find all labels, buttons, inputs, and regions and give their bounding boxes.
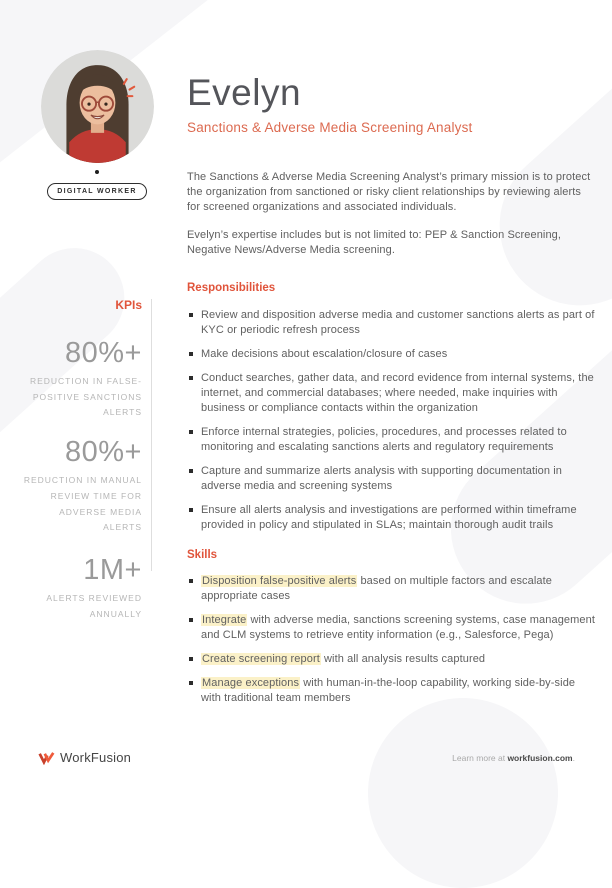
bullet-square-icon (189, 376, 193, 380)
list-item-text (201, 613, 595, 643)
kpi-label: REDUCTION IN MANUAL REVIEW TIME FOR ADVERSE MEDIA ALERTS (23, 475, 142, 533)
skill-text: with all analysis results captured (320, 653, 486, 665)
bullet-square-icon (189, 313, 193, 317)
list-item (187, 347, 595, 362)
bullet-square-icon (189, 352, 193, 356)
header (187, 72, 473, 135)
bullet-square-icon (189, 657, 193, 661)
bullet-square-icon (189, 579, 193, 583)
role-subtitle: Sanctions & Adverse Media Screening Analyst (187, 119, 473, 135)
highlighted-skill: Disposition false-positive alerts (202, 575, 357, 587)
list-item (187, 574, 595, 604)
kpi-value: 1M+ (83, 554, 142, 587)
skill-text: with human-in-the-loop capability, working side-by-side with traditional team members (201, 677, 576, 704)
learn-more-text (452, 753, 575, 763)
vertical-divider (151, 299, 152, 571)
kpi-label: REDUCTION IN FALSE-POSITIVE SANCTIONS ALERTS (29, 376, 142, 418)
intro-paragraph: Evelyn’s expertise includes but is not limited to: PEP & Sanction Screening, Negative News/Adverse Media screening. (187, 229, 562, 256)
digital-worker-badge: DIGITAL WORKER (47, 183, 146, 200)
list-item (187, 676, 595, 706)
list-item-text: Enforce internal strategies, policies, procedures, and processes related to monitoring and escalating sanctions alerts and regulatory requirements (201, 426, 567, 453)
avatar-dot (95, 170, 99, 174)
bullet-square-icon (189, 469, 193, 473)
skills-heading: Skills (187, 549, 218, 561)
list-item-text: Make decisions about escalation/closure of cases (201, 348, 448, 360)
kpi-label: ALERTS REVIEWED ANNUALLY (46, 593, 142, 619)
highlighted-skill: Create screening report (202, 653, 320, 665)
kpi-item (22, 436, 142, 536)
workfusion-link[interactable]: workfusion.com (507, 752, 573, 763)
kpi-value: 80%+ (65, 337, 142, 369)
list-item-text: Review and disposition adverse media and customer sanctions alerts as part of KYC or periodic refresh process (201, 309, 595, 336)
list-item (187, 425, 595, 455)
kpi-item (22, 554, 142, 622)
list-item (187, 503, 595, 533)
bullet-square-icon (189, 508, 193, 512)
list-item (187, 371, 595, 416)
footer (0, 750, 612, 765)
list-item (187, 464, 595, 494)
highlighted-skill: Manage exceptions (202, 677, 300, 689)
list-item (187, 652, 595, 667)
kpis-heading: KPIs (115, 298, 142, 312)
list-item (187, 308, 595, 338)
list-item-text: Conduct searches, gather data, and record evidence from internal systems, the internet, and commercial databases; where needed, make inquiries with business or compliance contacts within the organization (201, 372, 594, 414)
workfusion-logo-icon (38, 751, 55, 765)
skills-list (187, 574, 595, 706)
learn-more-suffix: . (572, 752, 575, 763)
skill-text: with adverse media, sanctions screening systems, case management and CLM systems to retrieve entity information (e.g., Salesforce, Pega) (201, 614, 595, 641)
list-item-text: Capture and summarize alerts analysis with supporting documentation in adverse media and screening systems (201, 465, 563, 492)
bullet-square-icon (189, 430, 193, 434)
avatar (41, 50, 154, 163)
list-item-text (201, 676, 595, 706)
profile-block (38, 50, 156, 200)
list-item (187, 613, 595, 643)
background-blob-shape (368, 698, 558, 888)
main-content (187, 170, 595, 715)
list-item-text: Ensure all alerts analysis and investigations are performed within timeframe provided in policy and stipulated in SLAs; maintain thorough audit trails (201, 504, 577, 531)
responsibilities-list (187, 308, 595, 533)
list-item-text (201, 574, 595, 604)
page-title: Evelyn (187, 72, 302, 113)
workfusion-logo-text: WorkFusion (60, 750, 132, 765)
intro-paragraph: The Sanctions & Adverse Media Screening Analyst’s primary mission is to protect the organization from sanctioned or risky client relationships by reviewing alerts for screened organizations and associated individuals. (187, 171, 591, 213)
list-item-text (201, 652, 485, 667)
highlighted-skill: Integrate (202, 614, 247, 626)
bullet-square-icon (189, 681, 193, 685)
kpi-sidebar (22, 298, 142, 622)
responsibilities-heading: Responsibilities (187, 282, 276, 294)
kpi-value: 80%+ (65, 436, 142, 469)
kpi-item (22, 337, 142, 421)
skill-text: based on multiple factors and escalate appropriate cases (201, 575, 552, 602)
bullet-square-icon (189, 618, 193, 622)
workfusion-logo (38, 750, 131, 765)
learn-more-prefix: Learn more at (452, 752, 508, 763)
